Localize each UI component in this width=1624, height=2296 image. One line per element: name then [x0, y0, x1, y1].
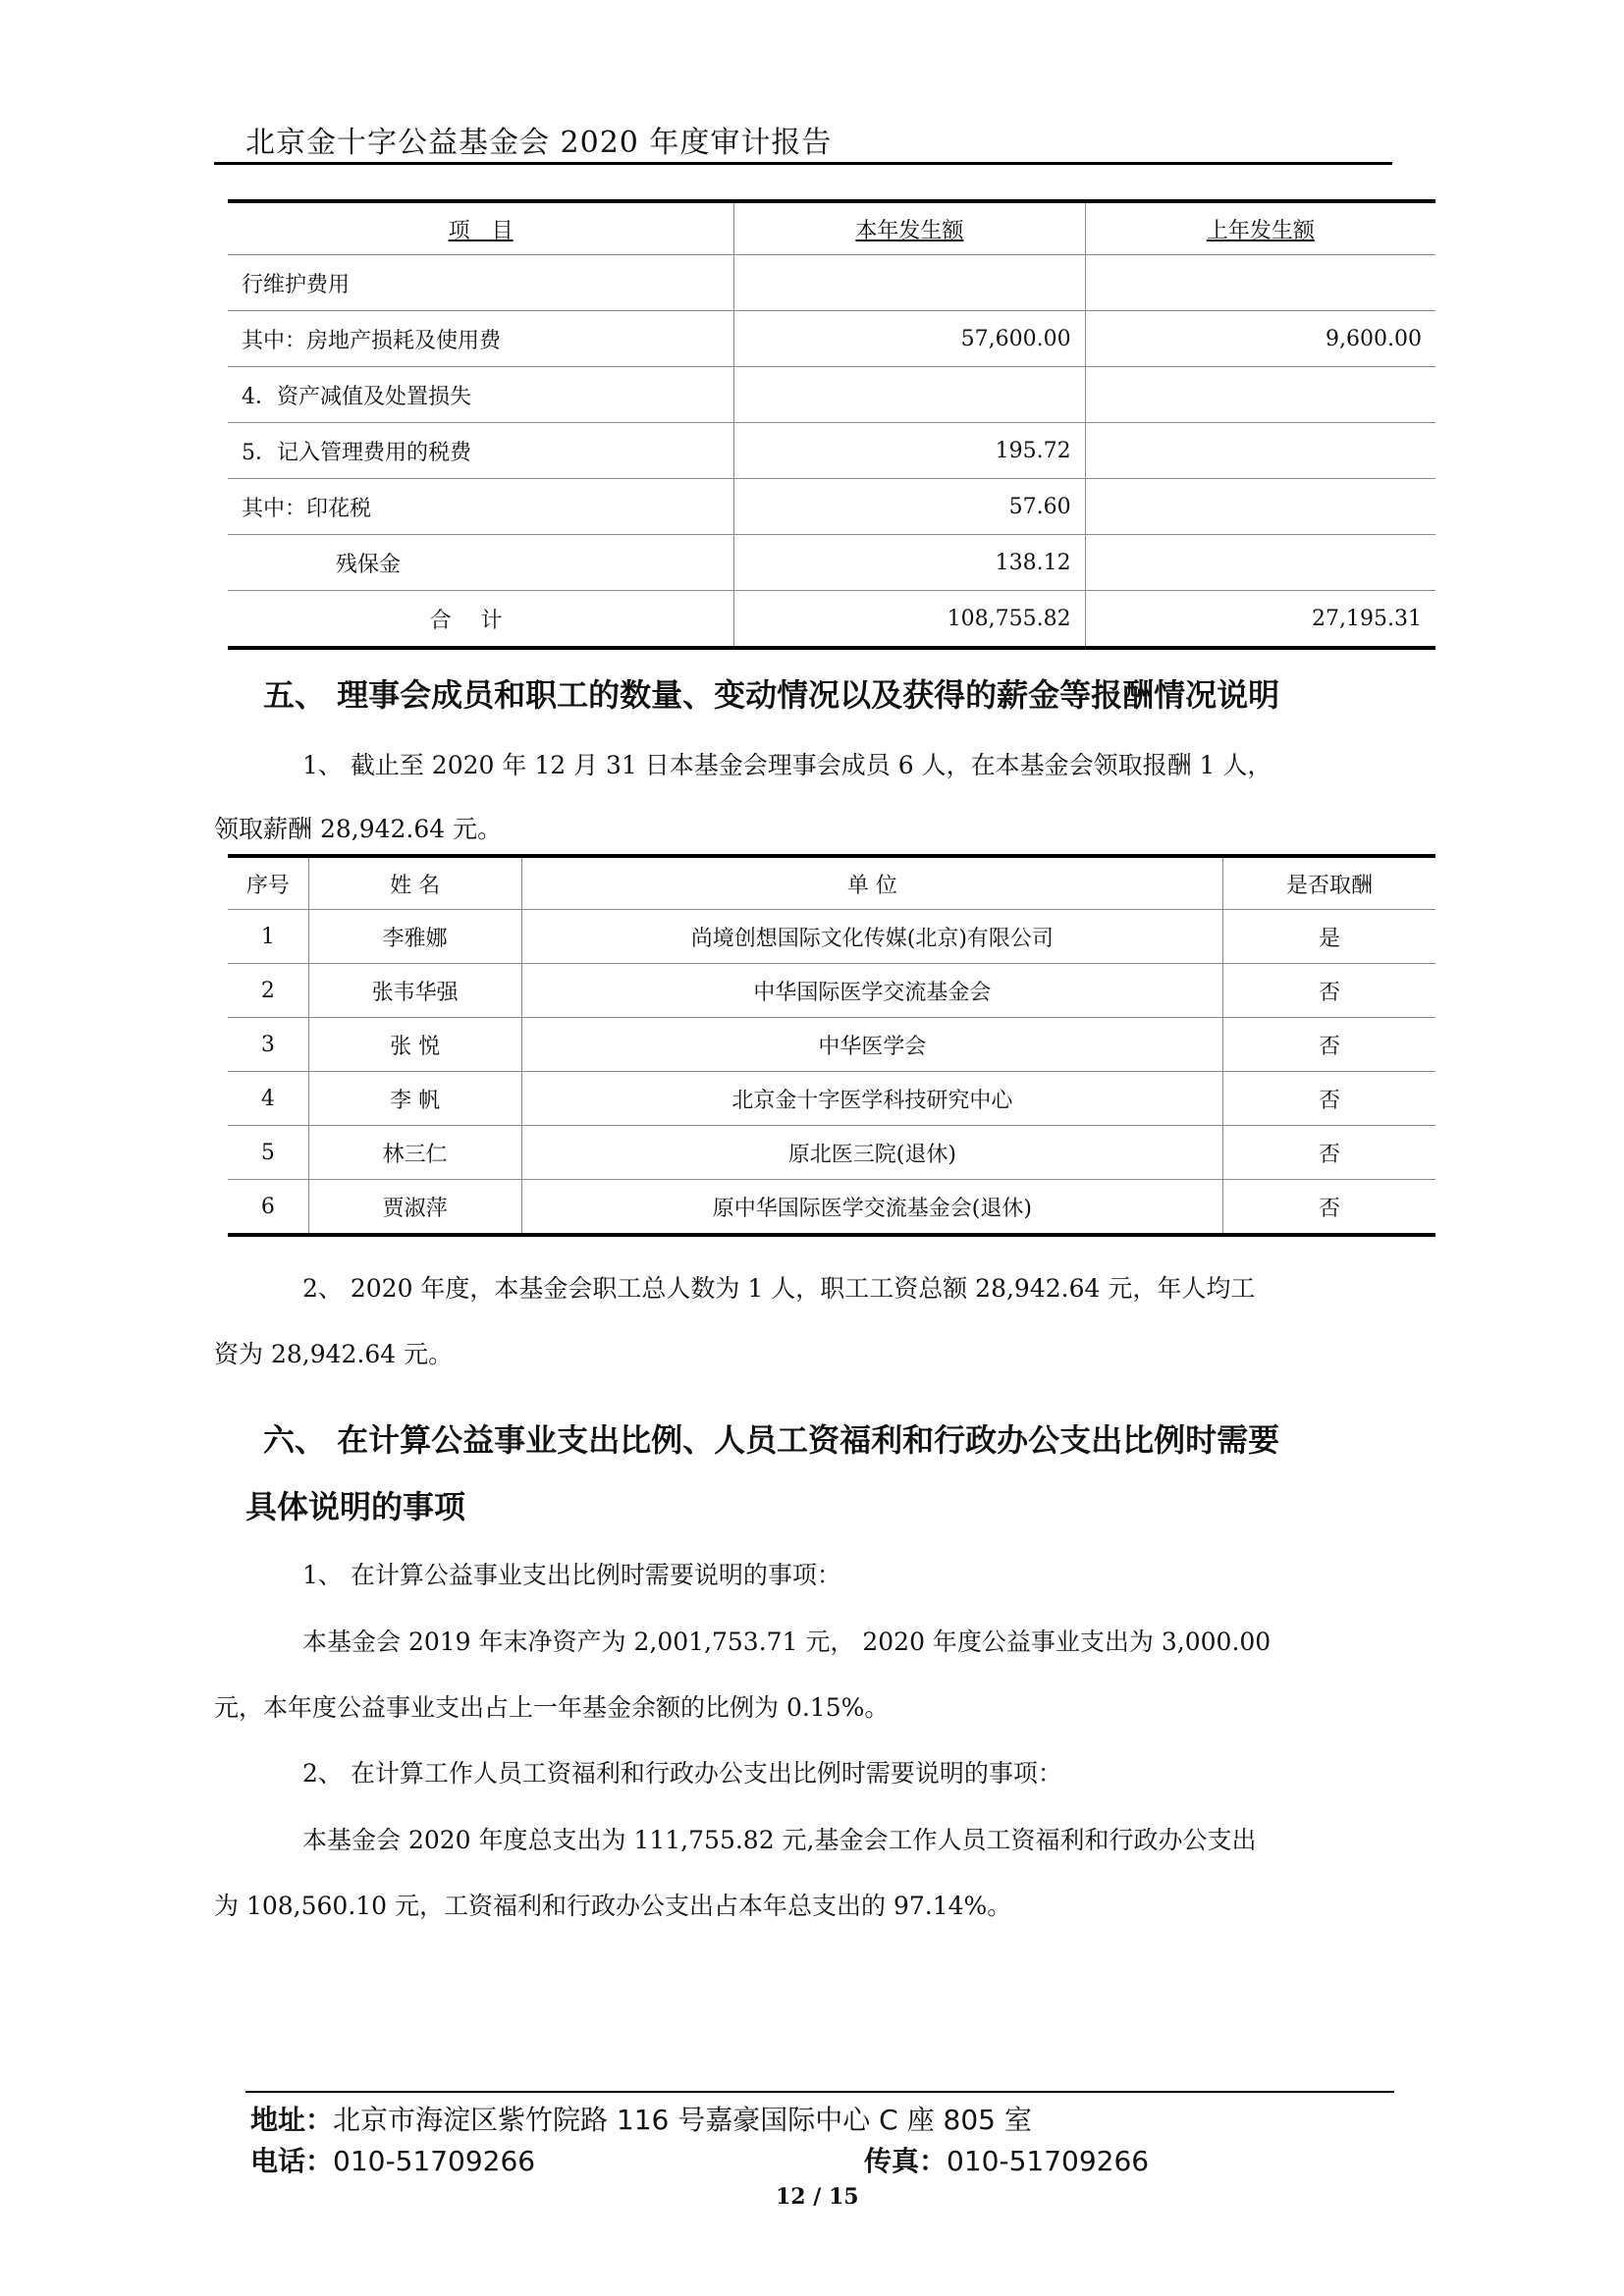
row-paid: 否	[1223, 1018, 1435, 1072]
row-no: 1	[228, 910, 308, 964]
row-previous	[1085, 423, 1435, 479]
table-row	[228, 423, 1435, 479]
section-6-title: 六、 在计算公益事业支出比例、人员工资福利和行政办公支出比例时需要	[263, 1421, 1280, 1459]
row-name: 林三仁	[308, 1126, 521, 1180]
address-label: 地址：	[250, 2104, 334, 2136]
row-item: 残保金	[228, 535, 734, 591]
row-current: 57,600.00	[734, 311, 1085, 367]
row-previous	[1085, 479, 1435, 535]
row-no: 6	[228, 1180, 308, 1236]
table-row	[228, 964, 1435, 1018]
row-unit: 中华医学会	[521, 1018, 1222, 1072]
row-unit: 北京金十字医学科技研究中心	[521, 1072, 1222, 1126]
row-current: 195.72	[734, 423, 1085, 479]
footer-divider	[245, 2091, 1394, 2093]
row-previous	[1085, 255, 1435, 311]
fax-label: 传真：	[864, 2145, 947, 2177]
row-previous: 27,195.31	[1085, 591, 1435, 649]
table-row	[228, 479, 1435, 535]
row-no: 4	[228, 1072, 308, 1126]
table-row	[228, 311, 1435, 367]
row-paid: 否	[1223, 1126, 1435, 1180]
footer-fax	[864, 2140, 1149, 2179]
section-6-paragraph: 为 108,560.10 元，工资福利和行政办公支出占本年总支出的 97.14%。	[214, 1892, 1012, 1920]
row-item: 行维护费用	[228, 255, 734, 311]
column-header: 姓 名	[308, 856, 521, 910]
section-5-paragraph: 2、 2020 年度，本基金会职工总人数为 1 人，职工工资总额 28,942.64 元，年人均工	[302, 1274, 1256, 1303]
section-5-paragraph: 1、 截止至 2020 年 12 月 31 日本基金会理事会成员 6 人，在本基金会领取报酬 1 人，	[302, 751, 1272, 779]
footer-address	[250, 2099, 1032, 2138]
row-item: 其中：印花税	[228, 479, 734, 535]
table-row	[228, 1072, 1435, 1126]
row-name: 李 帆	[308, 1072, 521, 1126]
table-row	[228, 255, 1435, 311]
column-header: 项 目	[228, 201, 734, 255]
row-paid: 否	[1223, 1180, 1435, 1236]
table-row	[228, 367, 1435, 423]
row-paid: 否	[1223, 964, 1435, 1018]
row-no: 3	[228, 1018, 308, 1072]
table-total-row	[228, 591, 1435, 649]
section-6-paragraph: 2、 在计算工作人员工资福利和行政办公支出比例时需要说明的事项：	[302, 1759, 1062, 1788]
row-unit: 中华国际医学交流基金会	[521, 964, 1222, 1018]
section-6-paragraph: 本基金会 2019 年末净资产为 2,001,753.71 元， 2020 年度公益事业支出为 3,000.00	[302, 1628, 1272, 1656]
footer-phone	[250, 2140, 535, 2179]
section-6-paragraph: 1、 在计算公益事业支出比例时需要说明的事项：	[302, 1561, 841, 1589]
row-name: 张 悦	[308, 1018, 521, 1072]
row-name: 贾淑萍	[308, 1180, 521, 1236]
section-5-paragraph: 领取薪酬 28,942.64 元。	[214, 815, 503, 843]
row-item: 其中：房地产损耗及使用费	[228, 311, 734, 367]
row-item: 合计	[228, 591, 734, 649]
address-text: 北京市海淀区紫竹院路 116 号嘉豪国际中心 C 座 805 室	[333, 2104, 1032, 2136]
row-unit: 尚境创想国际文化传媒(北京)有限公司	[521, 910, 1222, 964]
row-paid: 否	[1223, 1072, 1435, 1126]
table-header-row	[228, 856, 1435, 910]
column-header: 上年发生额	[1085, 201, 1435, 255]
row-item: 5．记入管理费用的税费	[228, 423, 734, 479]
table-row	[228, 1018, 1435, 1072]
row-no: 2	[228, 964, 308, 1018]
column-header: 单 位	[521, 856, 1222, 910]
table-row	[228, 910, 1435, 964]
phone-text: 010-51709266	[333, 2145, 536, 2177]
board-members-table	[228, 854, 1435, 1237]
row-item: 4．资产减值及处置损失	[228, 367, 734, 423]
section-5-title: 五、 理事会成员和职工的数量、变动情况以及获得的薪金等报酬情况说明	[263, 676, 1280, 714]
report-header-title: 北京金十字公益基金会 2020 年度审计报告	[245, 126, 833, 160]
table-row	[228, 1180, 1435, 1236]
row-current: 138.12	[734, 535, 1085, 591]
expense-table	[228, 199, 1435, 650]
row-previous	[1085, 535, 1435, 591]
row-unit: 原北医三院(退休)	[521, 1126, 1222, 1180]
section-6-paragraph: 元，本年度公益事业支出占上一年基金余额的比例为 0.15%。	[214, 1693, 890, 1722]
fax-text: 010-51709266	[947, 2145, 1150, 2177]
row-current	[734, 367, 1085, 423]
row-name: 张韦华强	[308, 964, 521, 1018]
table-row	[228, 535, 1435, 591]
row-previous: 9,600.00	[1085, 311, 1435, 367]
phone-label: 电话：	[250, 2145, 334, 2177]
row-paid: 是	[1223, 910, 1435, 964]
row-current: 57.60	[734, 479, 1085, 535]
section-6-paragraph: 本基金会 2020 年度总支出为 111,755.82 元,基金会工作人员工资福利和行政办公支出	[302, 1826, 1257, 1854]
section-5-paragraph: 资为 28,942.64 元。	[214, 1340, 454, 1368]
row-previous	[1085, 367, 1435, 423]
row-name: 李雅娜	[308, 910, 521, 964]
header-divider	[214, 162, 1392, 165]
section-6-title: 具体说明的事项	[245, 1488, 466, 1525]
row-no: 5	[228, 1126, 308, 1180]
column-header: 序号	[228, 856, 308, 910]
table-row	[228, 1126, 1435, 1180]
row-current: 108,755.82	[734, 591, 1085, 649]
page-number: 12 / 15	[776, 2184, 859, 2210]
table-header-row	[228, 201, 1435, 255]
row-unit: 原中华国际医学交流基金会(退休)	[521, 1180, 1222, 1236]
column-header: 是否取酬	[1223, 856, 1435, 910]
row-current	[734, 255, 1085, 311]
column-header: 本年发生额	[734, 201, 1085, 255]
